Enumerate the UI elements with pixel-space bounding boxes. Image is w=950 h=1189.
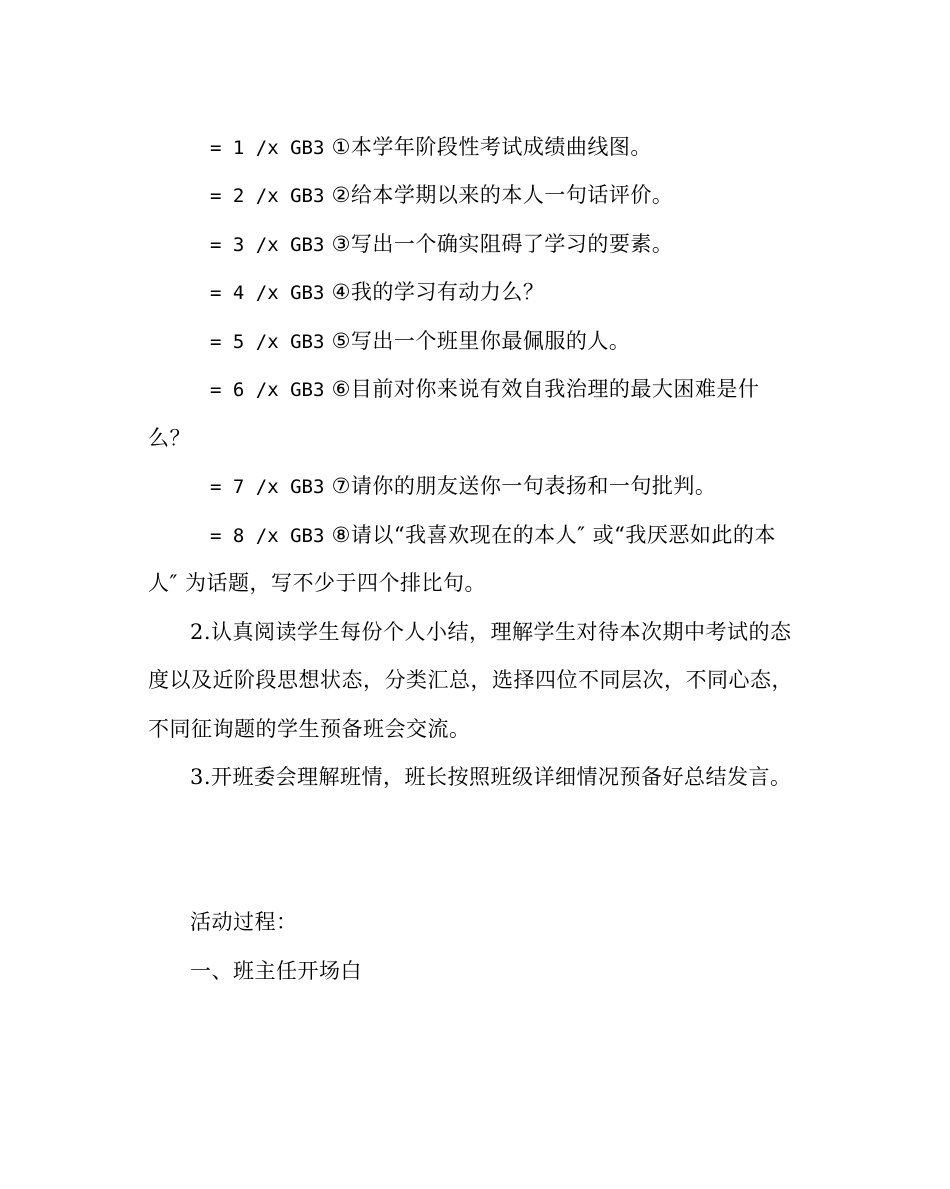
circled-marker: ⑧ [331, 523, 351, 547]
circled-marker: ⑦ [331, 474, 351, 498]
paragraph-2-line-2: 度以及近阶段思想状态，分类汇总，选择四位不同层次，不同心态， [148, 668, 793, 692]
circled-marker: ④ [331, 280, 351, 304]
item-text: 写出一个班里你最佩服的人。 [350, 329, 631, 353]
field-code: = 8 /x GB3 [210, 525, 325, 547]
item-text: 请你的朋友送你一句表扬和一句批判。 [350, 474, 717, 498]
circled-marker: ⑤ [331, 329, 351, 353]
survey-item-6-continuation: 么？ [148, 426, 191, 450]
field-code: = 1 /x GB3 [210, 137, 325, 159]
circled-marker: ⑥ [331, 377, 351, 401]
survey-item-4 [210, 278, 544, 307]
field-code: = 7 /x GB3 [210, 476, 325, 498]
item-text: 目前对你来说有效自我治理的最大困难是什 [350, 377, 760, 401]
survey-item-2 [210, 181, 673, 210]
item-text: 写出一个确实阻碍了学习的要素。 [350, 232, 674, 256]
field-code: = 4 /x GB3 [210, 282, 325, 304]
item-text: 给本学期以来的本人一句话评价。 [350, 183, 674, 207]
circled-marker: ② [331, 183, 351, 207]
circled-marker: ③ [331, 232, 351, 256]
item-text: 本学年阶段性考试成绩曲线图。 [350, 135, 652, 159]
survey-item-8 [210, 521, 776, 550]
field-code: = 6 /x GB3 [210, 379, 325, 401]
survey-item-1 [210, 133, 652, 162]
paragraph-2-line-1: 2.认真阅读学生每份个人小结，理解学生对待本次期中考试的态 [190, 620, 792, 644]
survey-item-5 [210, 327, 630, 356]
survey-item-3 [210, 230, 673, 259]
paragraph-3-line-1: 3.开班委会理解班情，班长按照班级详细情况预备好总结发言。 [190, 765, 792, 789]
survey-item-6 [210, 375, 759, 404]
item-text: 我的学习有动力么？ [350, 280, 545, 304]
field-code: = 2 /x GB3 [210, 185, 325, 207]
paragraph-2-line-3: 不同征询题的学生预备班会交流。 [148, 717, 471, 741]
circled-marker: ① [331, 135, 351, 159]
survey-item-7 [210, 472, 716, 501]
field-code: = 5 /x GB3 [210, 331, 325, 353]
section-subheading: 一、班主任开场白 [190, 959, 362, 983]
field-code: = 3 /x GB3 [210, 234, 325, 256]
section-heading: 活动过程： [190, 910, 298, 934]
survey-item-8-continuation: 人″ 为话题，写不少于四个排比句。 [148, 571, 487, 595]
item-text: 请以“我喜欢现在的本人″ 或“我厌恶如此的本 [350, 523, 776, 547]
